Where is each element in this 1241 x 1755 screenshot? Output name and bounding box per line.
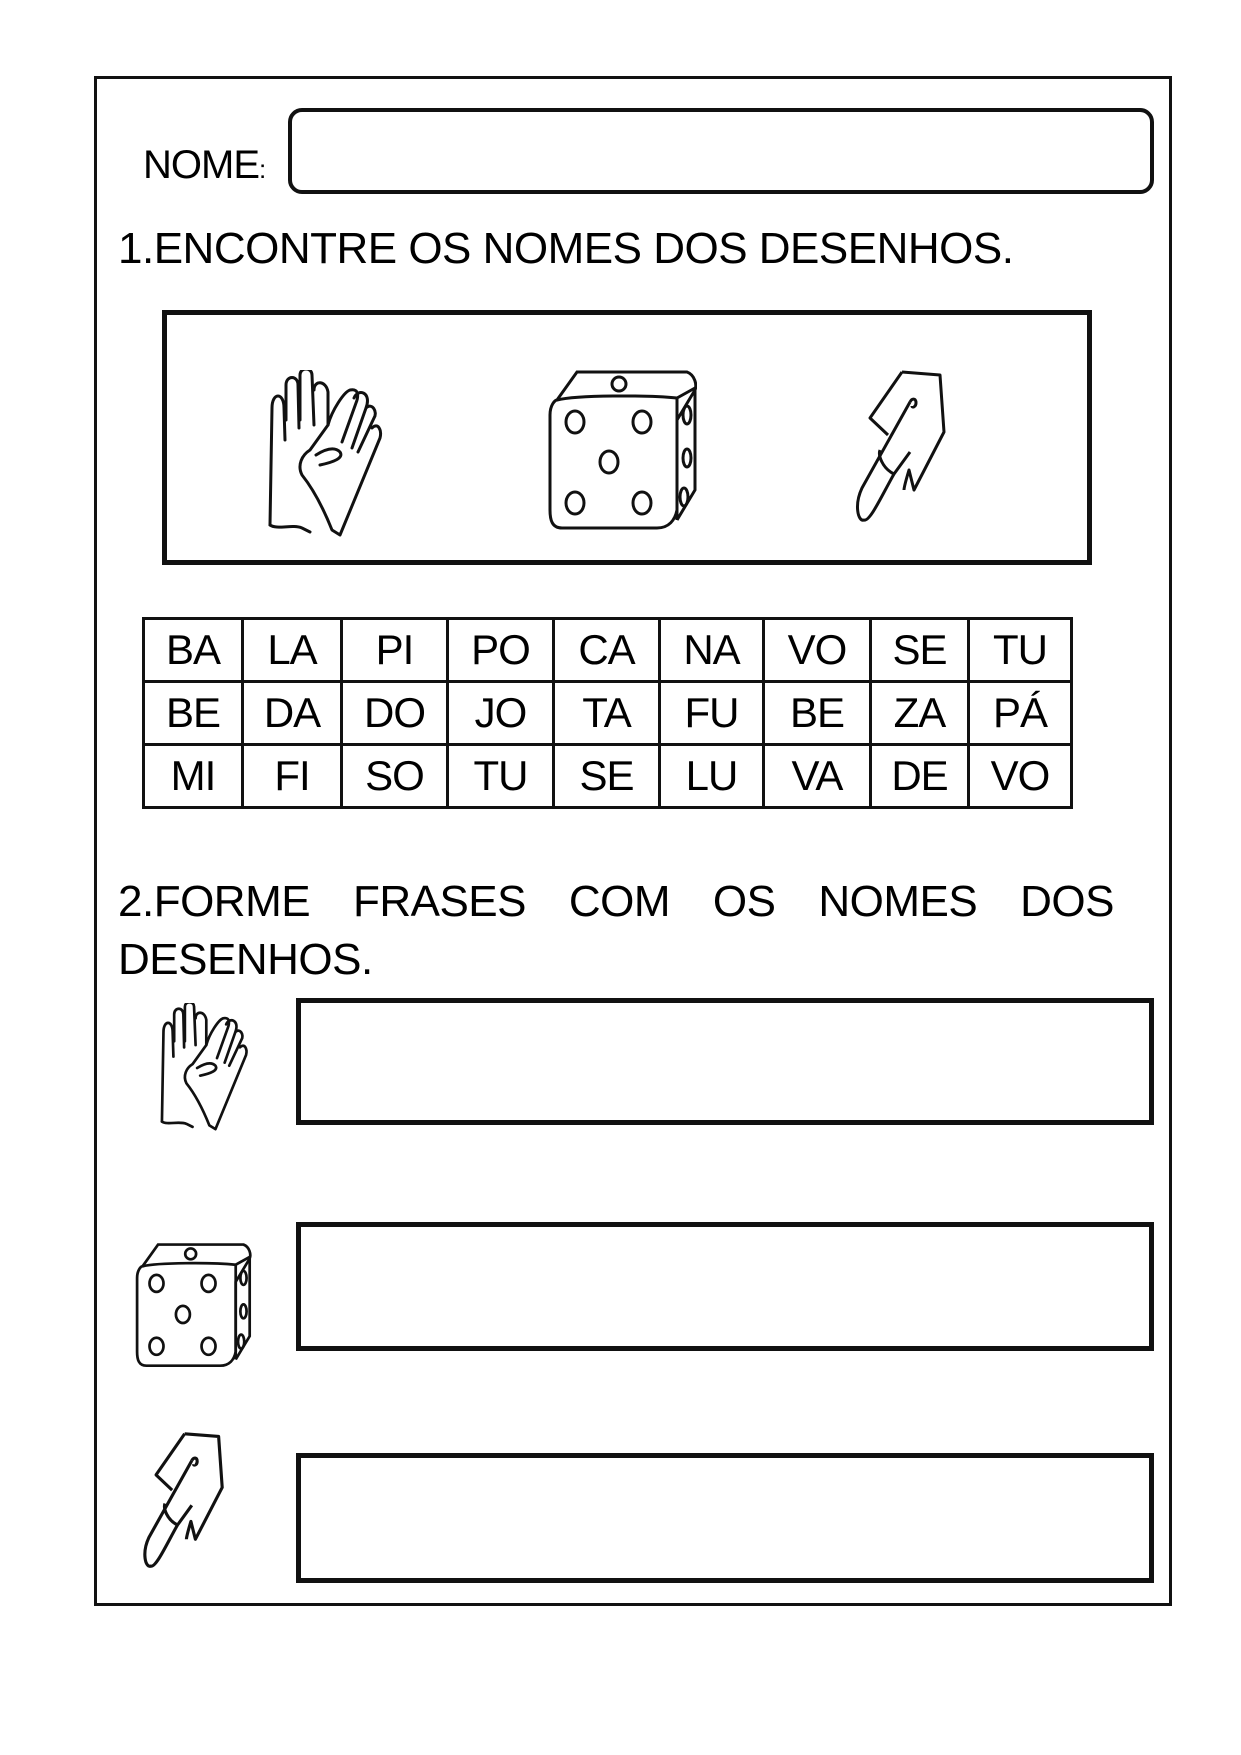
syllable-cell[interactable]: PO [448,619,554,682]
syllable-cell[interactable]: VO [969,745,1072,808]
syllable-cell[interactable]: DE [871,745,969,808]
name-label-text: NOME [143,143,259,187]
title-word: 2.FORME [118,877,311,926]
name-label [143,143,265,188]
dice-icon [128,1243,258,1375]
answer-box-1[interactable] [296,998,1154,1125]
grid-row [144,682,1072,745]
syllable-cell[interactable]: VA [764,745,871,808]
syllable-cell[interactable]: SE [554,745,660,808]
answer-box-2[interactable] [296,1222,1154,1351]
syllable-cell[interactable]: BE [764,682,871,745]
worksheet-frame [94,76,1172,1606]
syllable-cell[interactable]: FU [660,682,764,745]
glove-icon [262,370,422,540]
trowel-icon [132,1432,282,1584]
syllable-cell[interactable]: SO [342,745,448,808]
syllable-cell[interactable]: DA [243,682,342,745]
syllable-cell[interactable]: TA [554,682,660,745]
question-1-title: 1.ENCONTRE OS NOMES DOS DESENHOS. [118,224,1014,273]
syllable-cell[interactable]: FI [243,745,342,808]
question-2-title-line2: DESENHOS. [118,935,373,984]
syllable-cell[interactable]: JO [448,682,554,745]
syllable-cell[interactable]: DO [342,682,448,745]
glove-icon [154,1003,280,1133]
syllable-cell[interactable]: LA [243,619,342,682]
syllable-cell[interactable]: BE [144,682,243,745]
syllable-cell[interactable]: VO [764,619,871,682]
syllable-cell[interactable]: LU [660,745,764,808]
syllable-cell[interactable]: BA [144,619,243,682]
syllable-cell[interactable]: NA [660,619,764,682]
syllable-cell[interactable]: PI [342,619,448,682]
answer-box-3[interactable] [296,1453,1154,1583]
syllable-cell[interactable]: SE [871,619,969,682]
title-word: NOMES [818,877,978,926]
title-word: DOS [1020,877,1114,926]
question-2-title [118,873,1118,989]
name-field[interactable] [288,108,1154,194]
title-word: OS [712,877,776,926]
dice-icon [547,370,697,540]
name-label-colon: : [259,154,266,184]
syllable-cell[interactable]: CA [554,619,660,682]
title-word: COM [568,877,671,926]
syllable-grid [142,617,1073,809]
syllable-cell[interactable]: TU [448,745,554,808]
syllable-cell[interactable]: PÁ [969,682,1072,745]
syllable-cell[interactable]: MI [144,745,243,808]
grid-row [144,619,1072,682]
title-word: FRASES [352,877,526,926]
grid-row [144,745,1072,808]
pictures-box [162,310,1092,565]
trowel-icon [852,370,1002,540]
syllable-cell[interactable]: TU [969,619,1072,682]
question-2-title-line1 [118,873,1114,931]
syllable-cell[interactable]: ZA [871,682,969,745]
